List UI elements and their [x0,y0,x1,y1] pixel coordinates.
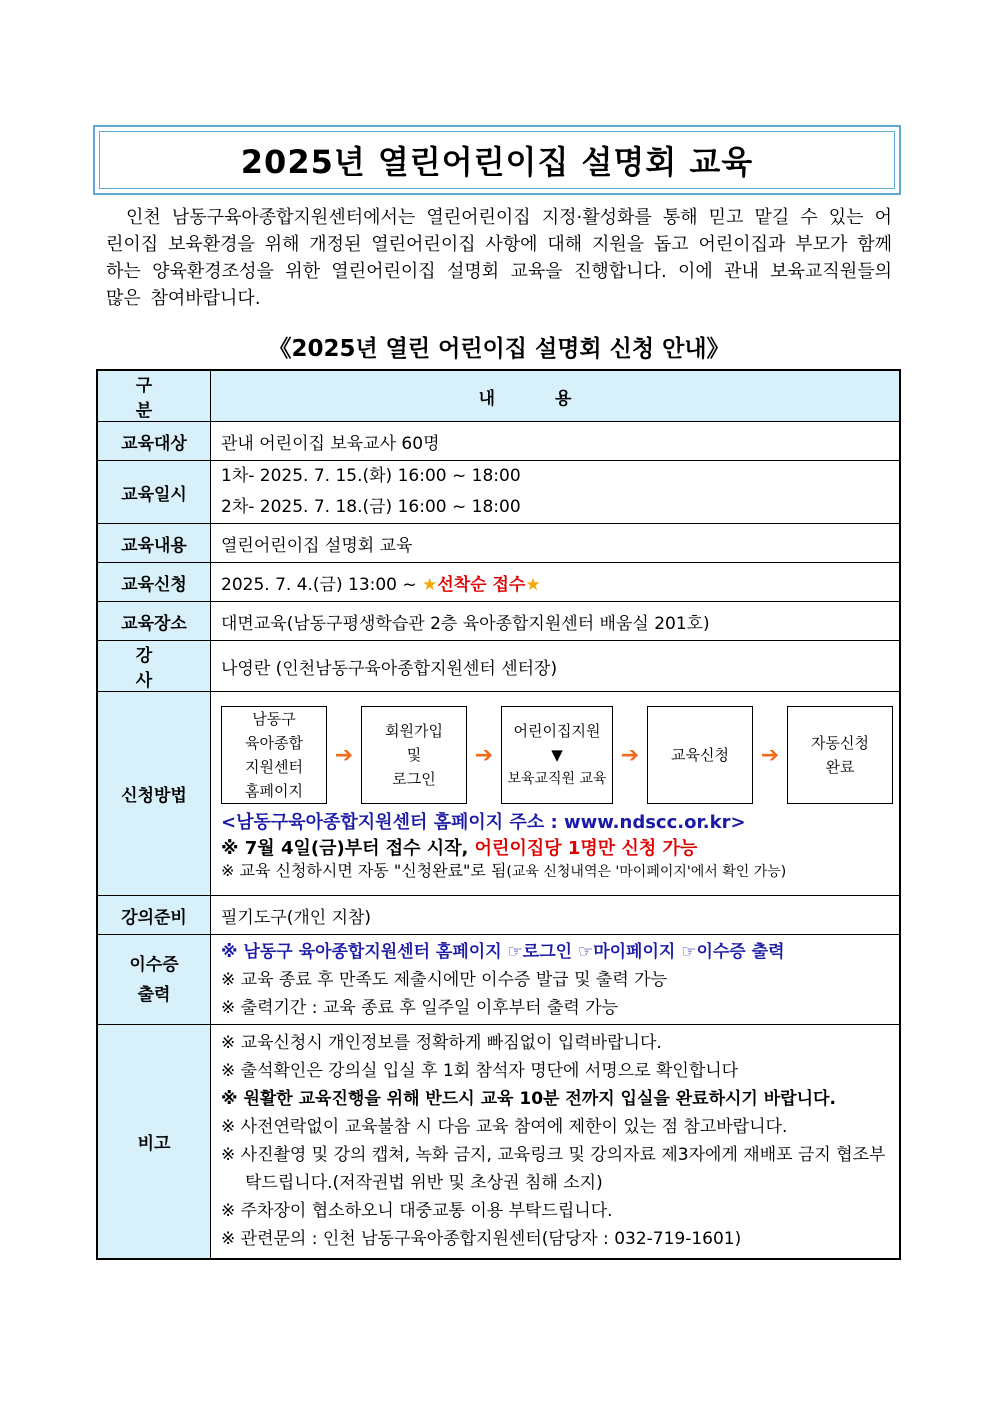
header-category: 구분 [97,370,211,422]
method-note-1-highlight: 어린이집당 1명만 신청 가능 [474,838,698,859]
table-row [97,461,900,524]
table-row [97,524,900,563]
method-label: 신청방법 [97,692,211,896]
content-label: 교육내용 [97,524,211,563]
table-row [97,896,900,935]
table-row [97,1025,900,1259]
arrow-right-icon: ➔ [334,742,354,768]
flow-step-daycare-support: 어린이집지원 ▼ 보육교직원 교육 [501,706,613,804]
place-value: 대면교육(남동구평생학습관 2층 육아종합지원센터 배움실 201호) [211,602,901,641]
flow-step-homepage: 남동구 육아종합 지원센터 홈페이지 [221,706,327,804]
flow-step-login: 회원가입 및 로그인 [361,706,467,804]
table-row [97,422,900,461]
arrow-right-icon: ➔ [760,742,780,768]
title-box [93,125,901,195]
table-row [97,692,900,896]
star-icon: ★ [422,574,438,595]
remark-7: ※ 관련문의 : 인천 남동구육아종합지원센터(담당자 : 032-719-1601) [221,1229,742,1250]
table-row [97,563,900,602]
target-value: 관내 어린이집 보육교사 60명 [211,422,901,461]
table-header-row [97,370,900,422]
apply-highlight: 선착순 접수 [437,574,526,595]
lecturer-label: 강사 [97,641,211,692]
arrow-right-icon: ➔ [474,742,494,768]
apply-label: 교육신청 [97,563,211,602]
application-flow [221,706,893,804]
apply-value: 2025. 7. 4.(금) 13:00 ~ [221,574,423,595]
remark-label: 비고 [97,1025,211,1259]
header-content: 내용 [211,370,901,422]
remark-6: ※ 주차장이 협소하오니 대중교통 이용 부탁드립니다. [221,1201,613,1222]
method-note-2: ※ 교육 신청하시면 자동 "신청완료"로 됨 [221,861,507,880]
homepage-url-link[interactable]: <남동구육아종합지원센터 홈페이지 주소 : www.ndscc.or.kr> [221,812,746,833]
intro-paragraph: 인천 남동구육아종합지원센터에서는 열린어린이집 지정·활성화를 통해 믿고 맡길 수 있는 어린이집 보육환경을 위해 개정된 열린어린이집 사항에 대해 지원을 돕고 어린이집과 부모가 함께하는 양육환경조성을 위한 열린어린이집 설명회 교육을 진행합니다. 이에 관내 보육교직원들의 많은 참여바랍니다. [106,207,892,309]
arrow-right-icon: ➔ [620,742,640,768]
prep-label: 강의준비 [97,896,211,935]
cert-line-2: ※ 교육 종료 후 만족도 제출시에만 이수증 발급 및 출력 가능 [221,969,667,990]
date-label: 교육일시 [97,461,211,524]
prep-value: 필기도구(개인 지참) [211,896,901,935]
table-row [97,641,900,692]
table-row [97,602,900,641]
flow-step-apply: 교육신청 [647,706,753,804]
remark-1: ※ 교육신청시 개인정보를 정확하게 빠짐없이 입력바랍니다. [221,1033,662,1054]
flow-step-complete: 자동신청 완료 [787,706,893,804]
info-table [96,369,901,1260]
remark-2: ※ 출석확인은 강의실 입실 후 1회 참석자 명단에 서명으로 확인합니다 [221,1061,739,1082]
down-triangle-icon: ▼ [551,746,563,764]
cert-line-3: ※ 출력기간 : 교육 종료 후 일주일 이후부터 출력 가능 [221,997,619,1018]
lecturer-value: 나영란 (인천남동구육아종합지원센터 센터장) [211,641,901,692]
place-label: 교육장소 [97,602,211,641]
content-value: 열린어린이집 설명회 교육 [211,524,901,563]
cert-label-2: 출력 [137,984,171,1005]
remark-4: ※ 사전연락없이 교육불참 시 다음 교육 참여에 제한이 있는 점 참고바랍니다. [221,1117,788,1138]
remark-5: ※ 사진촬영 및 강의 캡쳐, 녹화 금지, 교육링크 및 강의자료 제3자에게 재배포 금지 협조부탁드립니다.(저작권법 위반 및 초상권 침해 소지) [221,1145,886,1194]
remark-3: ※ 원활한 교육진행을 위해 반드시 교육 10분 전까지 입실을 완료하시기 바랍니다. [221,1089,836,1110]
page-title: 2025년 열린어린이집 설명회 교육 [99,131,895,189]
cert-line-1: ※ 남동구 육아종합지원센터 홈페이지 ☞로그인 ☞마이페이지 ☞이수증 출력 [221,941,785,962]
date-session-2: 2차- 2025. 7. 18.(금) 16:00 ~ 18:00 [221,497,521,517]
cert-label-1: 이수증 [129,954,179,975]
star-icon: ★ [525,574,541,595]
section-subtitle: 《2025년 열린 어린이집 설명회 신청 안내》 [268,336,730,362]
method-note-1: ※ 7월 4일(금)부터 접수 시작, [221,838,475,859]
date-session-1: 1차- 2025. 7. 15.(화) 16:00 ~ 18:00 [221,466,521,486]
target-label: 교육대상 [97,422,211,461]
method-note-2-small: (교육 신청내역은 '마이페이지'에서 확인 가능) [506,864,787,880]
table-row [97,935,900,1025]
